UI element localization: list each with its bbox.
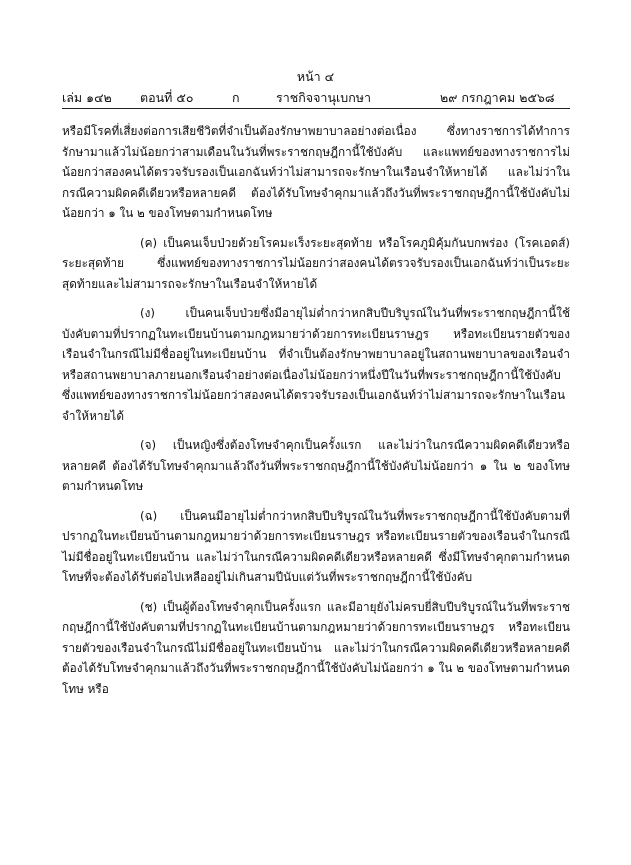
document-body bbox=[62, 121, 570, 708]
paragraph-item-ngo: (ง) เป็นคนเจ็บป่วยซึ่งมีอายุไม่ต่ำกว่าหกสิบปีบริบูรณ์ในวันที่พระราชกฤษฎีกานี้ใช้บังคับตามที่ปรากฏในทะเบียนบ้านตามกฎหมายว่าด้วยการทะเบียนราษฎร หรือทะเบียนรายตัวของเรือนจำในกรณีไม่มีชื่ออยู่ในทะเบียนบ้าน ที่จำเป็นต้องรักษาพยาบาลอยู่ในสถานพยาบาลของเรือนจำหรือสถานพยาบาลภายนอกเรือนจำอย่างต่อเนื่องไม่น้อยกว่าหนึ่งปีในวันที่พระราชกฤษฎีกานี้ใช้บังคับ ซึ่งแพทย์ของทางราชการไม่น้อยกว่าสองคนได้ตรวจรับรองเป็นเอกฉันท์ว่าไม่สามารถจะรักษาในเรือนจำให้หายได้ bbox=[62, 306, 570, 423]
paragraph-item-chho: (ฉ) เป็นคนมีอายุไม่ต่ำกว่าหกสิบปีบริบูรณ์ในวันที่พระราชกฤษฎีกานี้ใช้บังคับตามที่ปรากฏในทะเบียนบ้านตามกฎหมายว่าด้วยการทะเบียนราษฎร หรือทะเบียนรายตัวของเรือนจำในกรณีไม่มีชื่ออยู่ในทะเบียนบ้าน และไม่ว่าในกรณีความผิดคดีเดียวหรือหลายคดี ซึ่งมีโทษจำคุกตามกำหนดโทษที่จะต้องได้รับต่อไปเหลืออยู่ไม่เกินสามปีนับแต่วันที่พระราชกฤษฎีกานี้ใช้บังคับ bbox=[62, 508, 570, 584]
gazette-title: ราชกิจจานุเบกษา bbox=[276, 90, 372, 105]
page-number: หน้า ๔ bbox=[296, 69, 335, 84]
paragraph-item-cho-chang: (ช) เป็นผู้ต้องโทษจำคุกเป็นครั้งแรก และมีอายุยังไม่ครบยี่สิบปีบริบูรณ์ในวันที่พระราชกฤษฎีกานี้ใช้บังคับตามที่ปรากฏในทะเบียนบ้านตามกฎหมายว่าด้วยการทะเบียนราษฎร หรือทะเบียนรายตัวของเรือนจำในกรณีไม่มีชื่ออยู่ในทะเบียนบ้าน และไม่ว่าในกรณีความผิดคดีเดียวหรือหลายคดี ต้องได้รับโทษจำคุกมาแล้วถึงวันที่พระราชกฤษฎีกานี้ใช้บังคับไม่น้อยกว่า ๑ ใน ๒ ของโทษตามกำหนดโทษ หรือ bbox=[62, 599, 570, 696]
paragraph-item-cho: (จ) เป็นหญิงซึ่งต้องโทษจำคุกเป็นครั้งแรก และไม่ว่าในกรณีความผิดคดีเดียวหรือหลายคดี ต้องได้รับโทษจำคุกมาแล้วถึงวันที่พระราชกฤษฎีกานี้ใช้บังคับไม่น้อยกว่า ๑ ใน ๒ ของโทษตามกำหนดโทษ bbox=[62, 438, 570, 493]
header-rule bbox=[62, 108, 570, 109]
section-letter: ก bbox=[232, 90, 240, 105]
publication-date: ๒๙ กรกฎาคม ๒๕๖๘ bbox=[440, 90, 555, 105]
issue-number: ตอนที่ ๕๐ bbox=[140, 90, 194, 105]
volume-number: เล่ม ๑๔๒ bbox=[62, 90, 112, 105]
paragraph-item-kho: (ค) เป็นคนเจ็บป่วยด้วยโรคมะเร็งระยะสุดท้าย หรือโรคภูมิคุ้มกันบกพร่อง (โรคเอดส์) ระยะสุดท้าย ซึ่งแพทย์ของทางราชการไม่น้อยกว่าสองคนได้ตรวจรับรองเป็นเอกฉันท์ว่าเป็นระยะสุดท้ายและไม่สามารถจะรักษาในเรือนจำให้หายได้ bbox=[62, 235, 570, 291]
paragraph-continuation: หรือมีโรคที่เสี่ยงต่อการเสียชีวิตที่จำเป็นต้องรักษาพยาบาลอย่างต่อเนื่อง ซึ่งทางราชการได้ทำการรักษามาแล้วไม่น้อยกว่าสามเดือนในวันที่พระราชกฤษฎีกานี้ใช้บังคับ และแพทย์ของทางราชการไม่น้อยกว่าสองคนได้ตรวจรับรองเป็นเอกฉันท์ว่าไม่สามารถจะรักษาในเรือนจำให้หายได้ และไม่ว่าในกรณีความผิดคดีเดียวหรือหลายคดี ต้องได้รับโทษจำคุกมาแล้วถึงวันที่พระราชกฤษฎีกานี้ใช้บังคับไม่น้อยกว่า ๑ ใน ๒ ของโทษตามกำหนดโทษ bbox=[62, 124, 570, 220]
